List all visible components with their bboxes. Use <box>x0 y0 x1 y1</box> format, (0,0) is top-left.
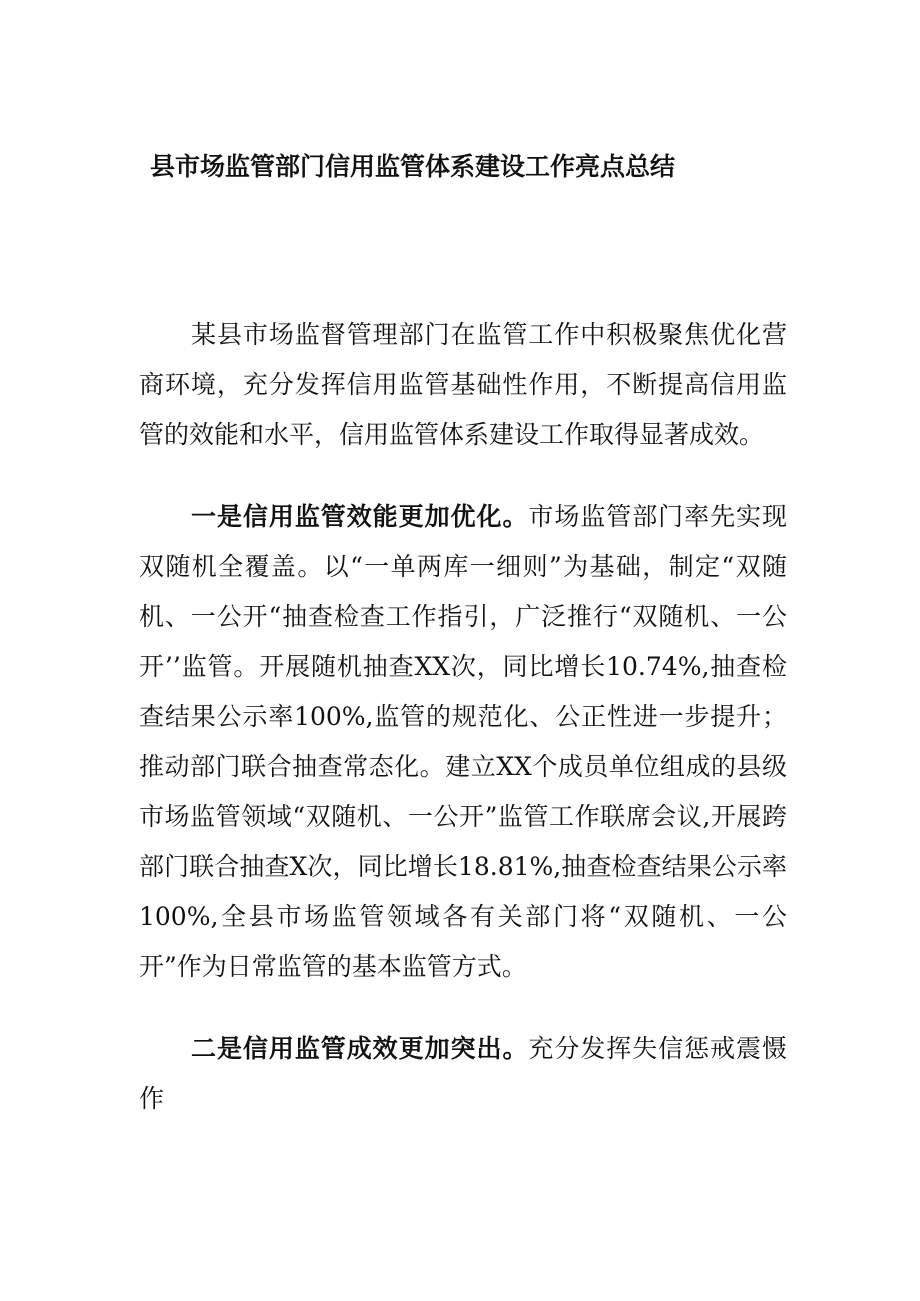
section-2-text: 充分发挥失信惩戒震慑作 <box>139 1034 787 1113</box>
document-title: 县市场监管部门信用监管体系建设工作亮点总结 <box>150 152 676 181</box>
section-1-text: 市场监管部门率先实现双随机全覆盖。以“一单两库一细则”为基础，制定“双随机、一公开“抽查检查工作指引，广泛推行“双随机、一公开’’监管。开展随机抽查XX次，同比增长10.74%,抽查检查结果公示率100%,监管的规范化、公正性进一步提升；推动部门联合抽查常态化。建立XX个成员单位组成的县级市场监管领域“双随机、一公开”监管工作联席会议,开展跨部门联合抽查X次，同比增长18.81%,抽查检查结果公示率100%,全县市场监管领域各有关部门将“双随机、一公开”作为日常监管的基本监管方式。 <box>139 502 787 981</box>
section-1-paragraph <box>139 492 787 992</box>
section-2-lead: 二是信用监管成效更加突出。 <box>191 1034 529 1063</box>
document-body <box>139 310 787 1156</box>
intro-paragraph: 某县市场监督管理部门在监管工作中积极聚焦优化营商环境，充分发挥信用监管基础性作用，不断提高信用监管的效能和水平，信用监管体系建设工作取得显著成效。 <box>139 320 787 449</box>
section-1-lead: 一是信用监管效能更加优化。 <box>191 502 529 531</box>
section-2-paragraph <box>139 1024 787 1124</box>
